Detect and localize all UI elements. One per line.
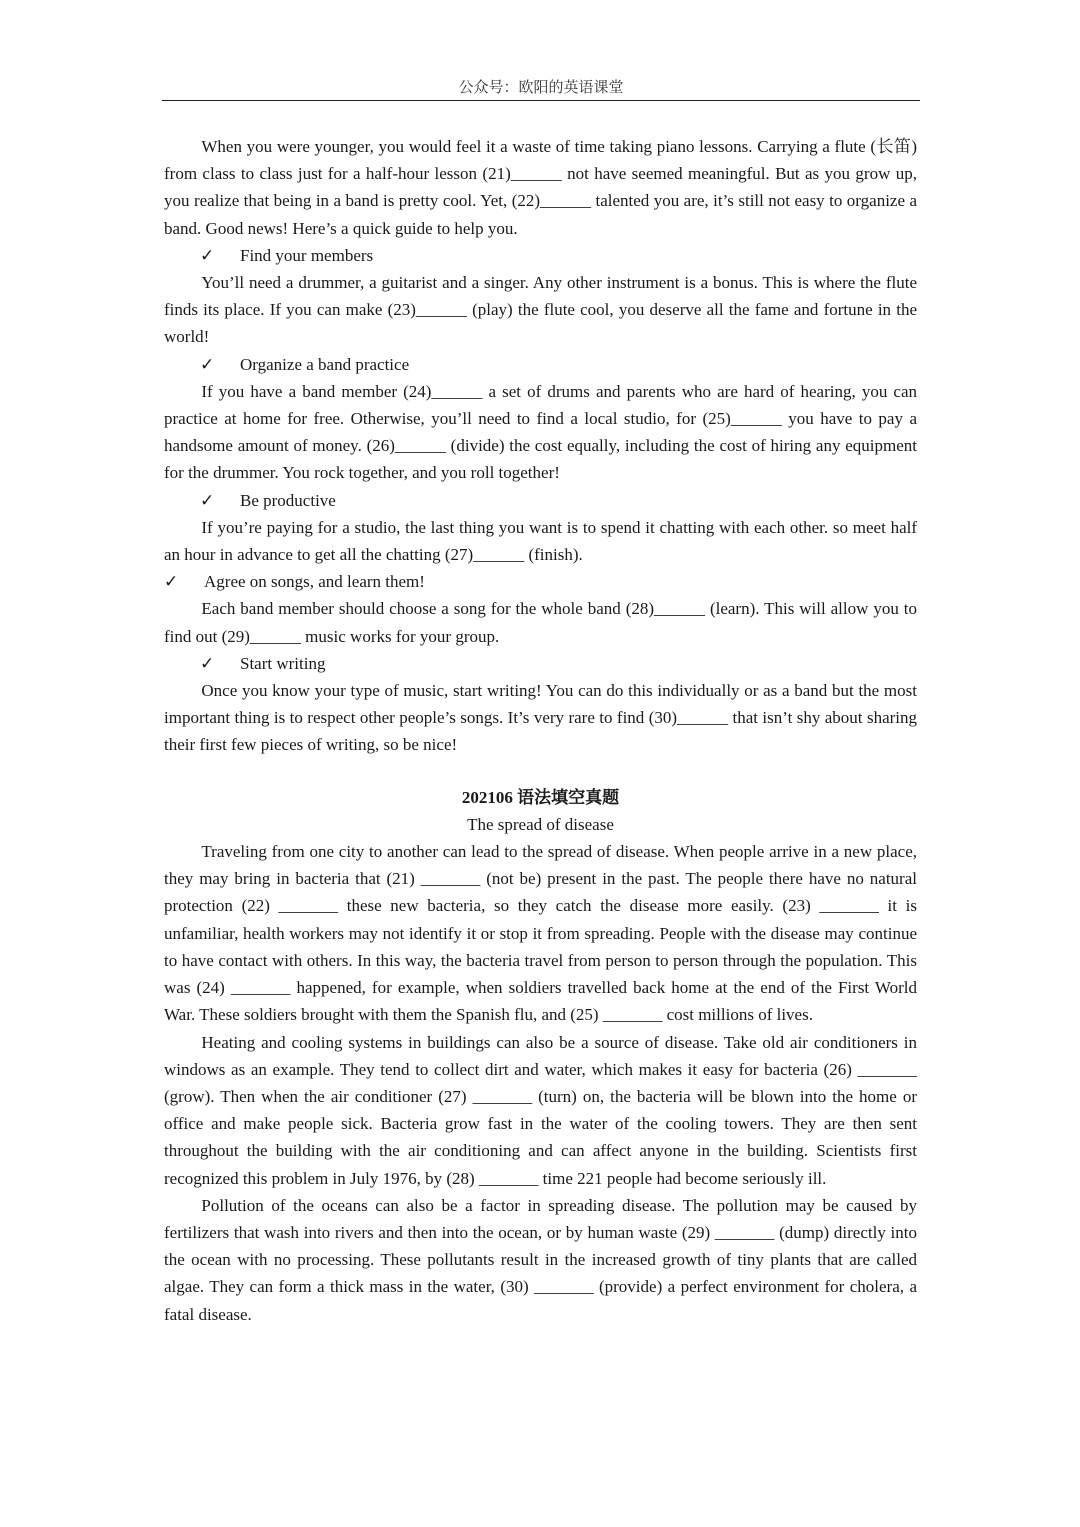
checkmark-icon: ✓ xyxy=(200,490,215,510)
section-text: Once you know your type of music, start writing! You can do this individually or as a band but the most important thing is to respect other people’s songs. It’s very rare to find (30)______ that isn’t shy about sharing their first few pieces of writing, so be nice! xyxy=(164,681,917,755)
passage2-heading: 202106 语法填空真题 xyxy=(461,787,620,807)
section-text: If you’re paying for a studio, the last thing you want is to spend it chatting with each other. so meet half an hour in advance to get all the chatting (27)______ (finish). xyxy=(164,517,917,565)
section-text: Each band member should choose a song for the whole band (28)______ (learn). This will allow you to find out (29)______ music works for your group. xyxy=(164,599,917,646)
section-organize-practice xyxy=(164,351,917,378)
section-be-productive xyxy=(164,487,917,514)
section-title: Organize a band practice xyxy=(240,354,410,374)
section-text: If you have a band member (24)______ a set of drums and parents who are hard of hearing, you can practice at home for free. Otherwise, you’ll need to find a local studio, for (25)______ you have to pay a handsome amount of money. (26)______ (divide) the cost equally, including the cost of hiring any equipment for the drummer. You rock together, and you roll together! xyxy=(164,381,917,483)
section-start-writing xyxy=(164,650,917,677)
section-text: You’ll need a drummer, a guitarist and a singer. Any other instrument is a bonus. This is where the flute finds its place. If you can make (23)______ (play) the flute cool, you deserve all the fame and fortune in the world! xyxy=(164,273,917,347)
passage2-paragraph: Pollution of the oceans can also be a factor in spreading disease. The pollution may be caused by fertilizers that wash into rivers and then into the ocean, or by human waste (29) _______ (dump) directly into the ocean with no processing. These pollutants result in the increased growth of tiny plants that are called algae. They can form a thick mass in the water, (30) _______ (provide) a perfect environment for cholera, a fatal disease. xyxy=(164,1195,917,1324)
passage2-title: The spread of disease xyxy=(467,814,614,834)
document-body xyxy=(164,133,917,1328)
section-find-members xyxy=(164,242,917,269)
passage1-intro: When you were younger, you would feel it a waste of time taking piano lessons. Carrying a flute (长笛) from class to class just for a half-hour lesson (21)______ not have seemed meaningful. But as you grow up, you realize that being in a band is pretty cool. Yet, (22)______ talented you are, it’s still not easy to organize a band. Good news! Here’s a quick guide to help you. xyxy=(164,137,917,238)
checkmark-icon: ✓ xyxy=(200,653,215,673)
checkmark-icon: ✓ xyxy=(164,572,179,592)
page-header: 公众号：欧阳的英语课堂 xyxy=(458,78,624,96)
section-title: Find your members xyxy=(240,245,374,265)
section-agree-songs xyxy=(164,568,917,595)
header-divider xyxy=(162,100,920,101)
checkmark-icon: ✓ xyxy=(200,354,215,374)
checkmark-icon: ✓ xyxy=(200,245,215,265)
section-title: Start writing xyxy=(240,653,326,673)
passage2-paragraph: Traveling from one city to another can lead to the spread of disease. When people arrive in a new place, they may bring in bacteria that (21) _______ (not be) present in the past. The people there have no natural protection (22) _______ these new bacteria, so they catch the disease more easily. (23) _______ it is unfamiliar, health workers may not identify it or stop it from spreading. People with the disease may continue to have contact with others. In this way, the bacteria travel from person to person through the population. This was (24) _______ happened, for example, when soldiers travelled back home at the end of the First World War. These soldiers brought with them the Spanish flu, and (25) _______ cost millions of lives. xyxy=(164,842,917,1025)
passage2-paragraph: Heating and cooling systems in buildings can also be a source of disease. Take old air conditioners in windows as an example. They tend to collect dirt and water, which makes it easy for bacteria (26) _______ (grow). Then when the air conditioner (27) _______ (turn) on, the bacteria will be blown into the home or office and make people sick. Bacteria grow fast in the water of the cooling towers. They are then sent throughout the building with the air conditioning and can affect anyone in the building. Scientists first recognized this problem in July 1976, by (28) _______ time 221 people had become seriously ill. xyxy=(164,1032,917,1188)
section-title: Agree on songs, and learn them! xyxy=(204,572,425,592)
section-title: Be productive xyxy=(240,490,336,510)
